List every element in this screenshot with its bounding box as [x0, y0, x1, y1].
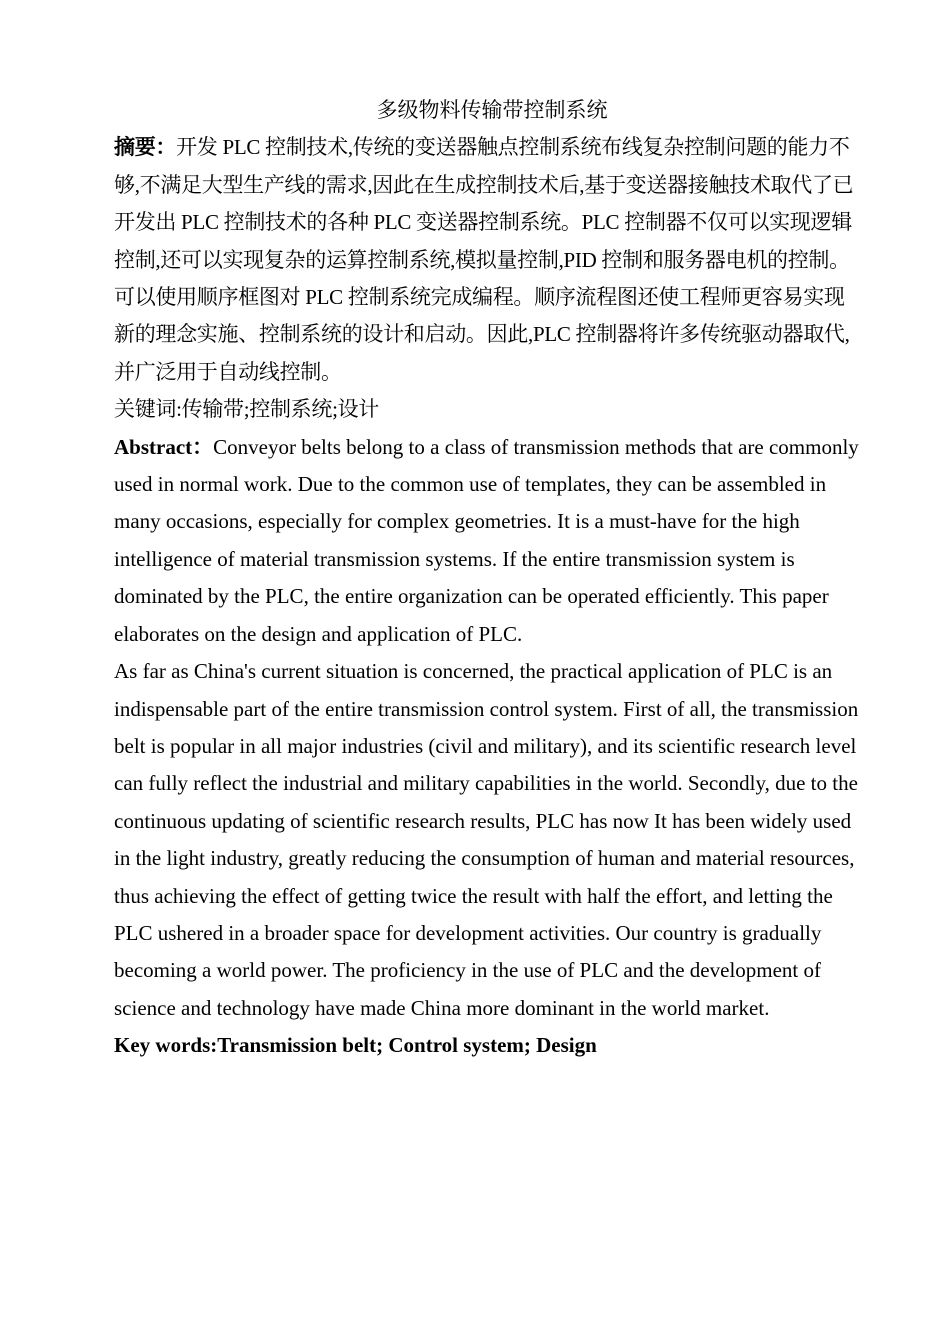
- abstract-en-label: Abstract：: [114, 434, 214, 459]
- keywords-cn: 关键词:传输带;控制系统;设计: [114, 397, 380, 422]
- abstract-en-text: Conveyor belts belong to a class of transmission methods that are commonly used in normal work. Due to the common use of templates, they can be assembled in many occasions, especially for complex geometries. It is a must-have for the high intelligence of material transmission systems. If the entire transmission system is dominated by the PLC, the entire organization can be operated efficiently. This paper elaborates on the design and application of PLC.: [114, 434, 859, 646]
- abstract-cn-label: 摘要：: [114, 135, 177, 160]
- abstract-cn: [114, 129, 864, 391]
- abstract-en: [114, 429, 864, 653]
- keywords-en: Key words:Transmission belt; Control system; Design: [114, 1033, 597, 1058]
- document-title: 多级物料传输带控制系统: [376, 98, 608, 122]
- body-paragraph-en: As far as China's current situation is concerned, the practical application of PLC is an indispensable part of the entire transmission control system. First of all, the transmission belt is popular in all major industries (civil and military), and its scientific research level can fully reflect the industrial and military capabilities in the world. Secondly, due to the continuous updating of scientific research results, PLC has now It has been widely used in the light industry, greatly reducing the consumption of human and material resources, thus achieving the effect of getting twice the result with half the effort, and letting the PLC ushered in a broader space for development activities. Our country is gradually becoming a world power. The proficiency in the use of PLC and the development of science and technology have made China more dominant in the world market.: [114, 659, 859, 1020]
- document-page: [114, 92, 864, 1065]
- abstract-cn-text: 开发 PLC 控制技术,传统的变送器触点控制系统布线复杂控制问题的能力不够,不满足大型生产线的需求,因此在生成控制技术后,基于变送器接触技术取代了已开发出 PLC 控制技术的各种 PLC 变送器控制系统。PLC 控制器不仅可以实现逻辑控制,还可以实现复杂的运算控制系统,模拟量控制,PID 控制和服务器电机的控制。可以使用顺序框图对 PLC 控制系统完成编程。顺序流程图还使工程师更容易实现新的理念实施、控制系统的设计和启动。因此,PLC 控制器将许多传统驱动器取代,并广泛用于自动线控制。: [114, 135, 854, 384]
